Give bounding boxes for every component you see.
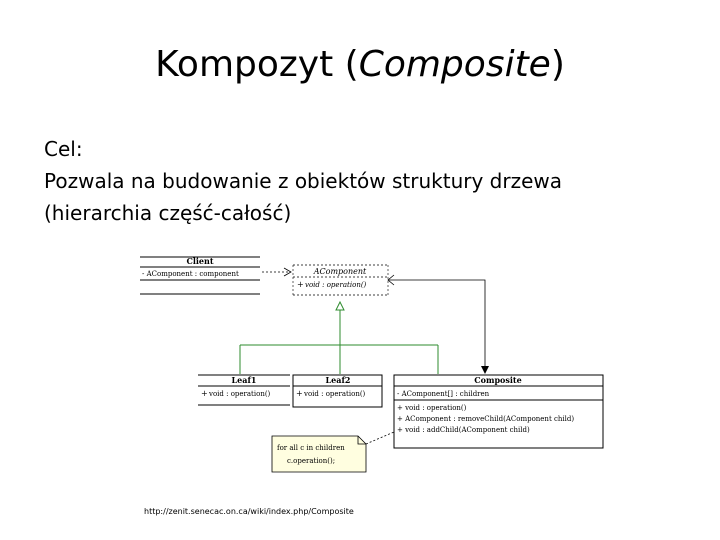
note [272,436,366,472]
leaf1-op-marker: + [201,389,208,398]
composite-attribute: - AComponent[] : children [397,390,490,398]
leaf2-operation: void : operation() [304,390,366,398]
client-component-association [262,268,291,276]
leaf1-operation: void : operation() [209,390,271,398]
composite-operation-1: + void : operation() [397,404,467,412]
goal-heading: Cel: [44,137,83,161]
leaf1-class-name: Leaf1 [231,375,257,385]
leaf1-class [198,375,290,405]
client-attribute: - AComponent : component [142,270,239,278]
leaf2-class-name: Leaf2 [325,375,351,385]
title-italic: Composite [358,44,551,85]
composite-operation-2: + AComponent : removeChild(AComponent child) [397,415,575,423]
generalization-lines [240,302,438,374]
leaf2-op-marker: + [296,389,303,398]
note-connector [366,432,394,444]
leaf2-class [293,375,382,407]
acomponent-op-marker: + [297,280,304,289]
client-class [140,256,260,294]
source-url: http://zenit.senecac.on.ca/wiki/index.php/Composite [144,507,354,516]
acomponent-class-name: AComponent [313,267,367,276]
acomponent-class [293,265,388,295]
title-main: Kompozyt ( [155,44,359,85]
acomponent-operation: void : operation() [305,281,367,289]
composite-class-name: Composite [474,375,522,385]
client-class-name: Client [186,256,214,266]
composite-class [394,375,603,448]
note-line-2: c.operation(); [287,457,336,465]
title-close: ) [550,44,565,85]
note-line-1: for all c in children [277,444,345,452]
goal-description-line-1: Pozwala na budowanie z obiektów struktury drzewa [44,169,562,193]
composite-operation-3: + void : addChild(AComponent child) [397,426,530,434]
goal-description-line-2: (hierarchia część-całość) [44,201,292,225]
